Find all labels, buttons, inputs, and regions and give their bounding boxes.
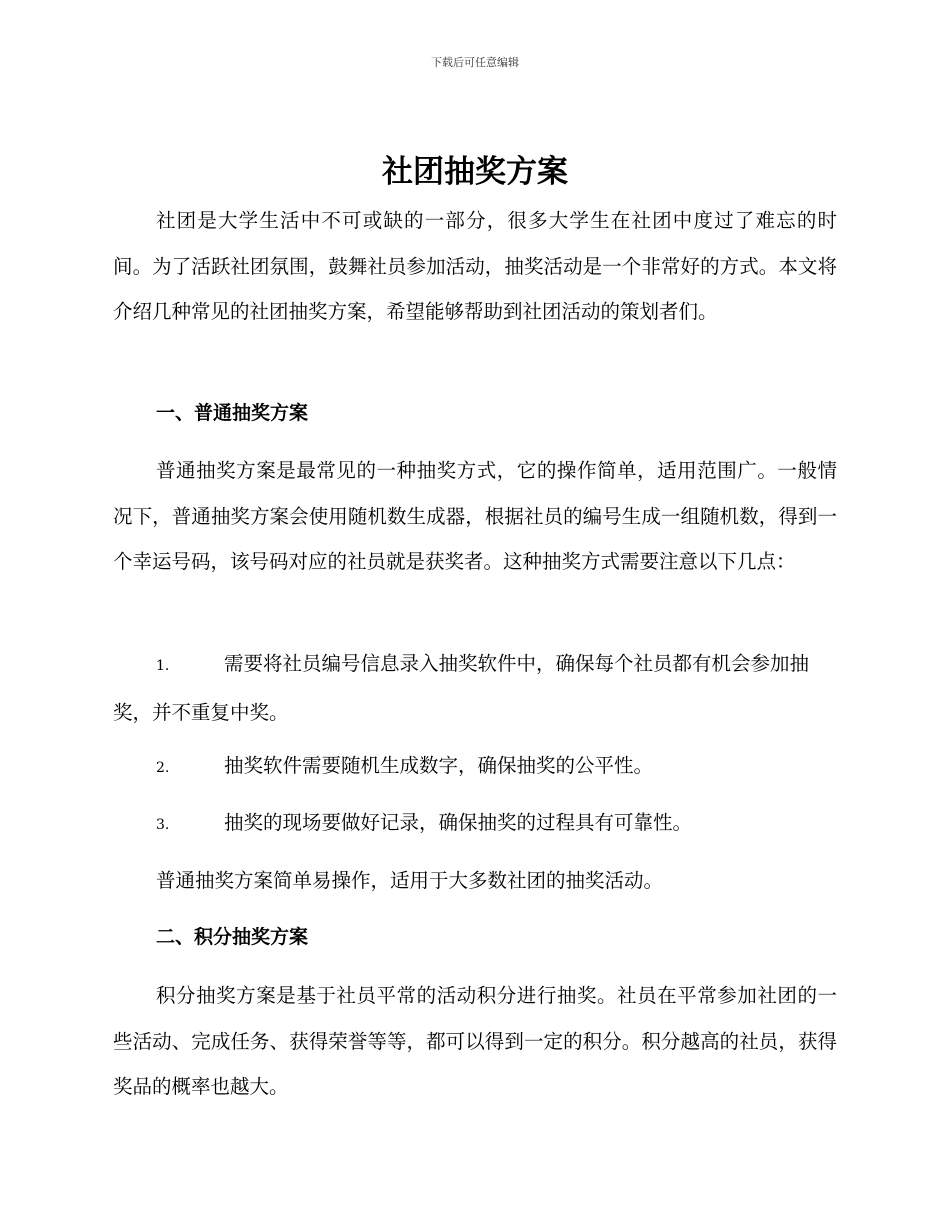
list-item: [113, 743, 837, 792]
list-item-2-block: [113, 743, 837, 792]
intro-block: [113, 198, 837, 335]
list-item-1-block: [113, 641, 837, 735]
list-item-text: 需要将社员编号信息录入抽奖软件中，确保每个社员都有机会参加抽奖，并不重复中奖。: [113, 652, 810, 724]
list-item-number: 2.: [156, 760, 170, 776]
section1-body: 普通抽奖方案是最常见的一种抽奖方式，它的操作简单，适用范围广。一般情况下，普通抽奖方案会使用随机数生成器，根据社员的编号生成一组随机数，得到一个幸运号码，该号码对应的社员就是获奖者。这种抽奖方式需要注意以下几点：: [113, 459, 837, 573]
header-note: 下载后可任意编辑: [431, 56, 519, 69]
list-item: [113, 641, 837, 735]
list-item-number: 3.: [156, 817, 170, 833]
intro-paragraph: 社团是大学生活中不可或缺的一部分，很多大学生在社团中度过了难忘的时间。为了活跃社团氛围，鼓舞社员参加活动，抽奖活动是一个非常好的方式。本文将介绍几种常见的社团抽奖方案，希望能够帮助到社团活动的策划者们。: [113, 209, 837, 323]
section1-body-block: [113, 448, 837, 585]
section2-heading-block: [113, 922, 837, 952]
document-title: 社团抽奖方案: [382, 154, 568, 190]
list-item-3-block: [113, 800, 837, 849]
section1-summary-block: [113, 858, 837, 904]
list-item: [113, 800, 837, 849]
section2-body-block: [113, 973, 837, 1110]
section1-heading-block: [113, 398, 837, 428]
section1-summary: 普通抽奖方案简单易操作，适用于大多数社团的抽奖活动。: [156, 869, 664, 892]
list-item-text: 抽奖的现场要做好记录，确保抽奖的过程具有可靠性。: [224, 811, 693, 834]
section2-heading: 二、积分抽奖方案: [156, 926, 309, 948]
list-item-number: 1.: [156, 658, 170, 674]
list-item-text: 抽奖软件需要随机生成数字，确保抽奖的公平性。: [224, 754, 654, 777]
section2-body: 积分抽奖方案是基于社员平常的活动积分进行抽奖。社员在平常参加社团的一些活动、完成任务、获得荣誉等等，都可以得到一定的积分。积分越高的社员，获得奖品的概率也越大。: [113, 984, 837, 1098]
section1-heading: 一、普通抽奖方案: [156, 402, 309, 424]
